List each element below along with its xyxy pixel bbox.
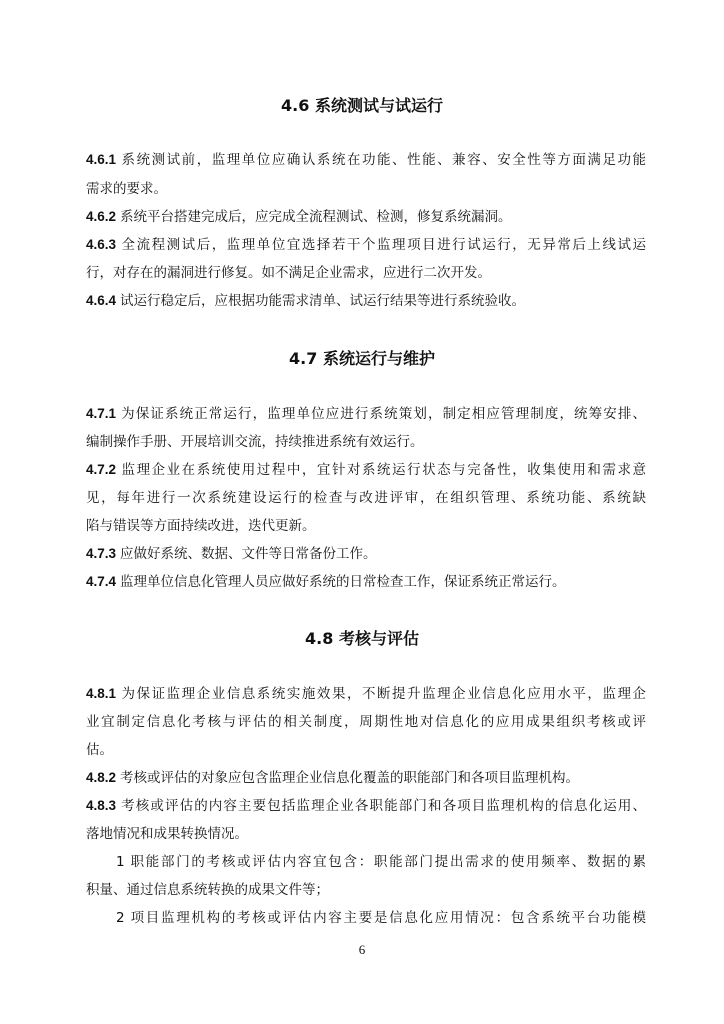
clause-number: 4.6.4 — [86, 293, 117, 308]
clause-4-8-1-line-2: 业宜制定信息化考核与评估的相关制度，周期性地对信息化的应用成果组织考核或评 — [86, 714, 646, 730]
clause-4-8-1-line-3: 估。 — [86, 742, 113, 758]
clause-number: 4.6.2 — [86, 209, 117, 224]
section-heading-4-8: 4.8 考核与评估 — [305, 629, 419, 648]
clause-4-8-1-line-1 — [86, 685, 646, 703]
page-number: 6 — [358, 942, 366, 957]
clause-4-6-3-line-1 — [86, 236, 646, 254]
clause-4-6-1-line-1 — [86, 151, 646, 169]
list-item-1-line-1: 1 职能部门的考核或评估内容宜包含：职能部门提出需求的使用频率、数据的累 — [116, 854, 646, 870]
clause-number: 4.8.3 — [86, 798, 117, 813]
clause-4-7-4-line-1 — [86, 573, 646, 591]
clause-number: 4.6.1 — [86, 152, 117, 167]
clause-text: 全流程测试后，监理单位宜选择若干个监理项目进行试运行，无异常后上线试运 — [120, 237, 646, 253]
clause-text: 试运行稳定后，应根据功能需求清单、试运行结果等进行系统验收。 — [120, 293, 526, 309]
clause-4-7-1-line-2: 编制操作手册、开展培训交流，持续推进系统有效运行。 — [86, 434, 424, 450]
clause-4-7-1-line-1 — [86, 405, 646, 423]
clause-text: 监理单位信息化管理人员应做好系统的日常检查工作，保证系统正常运行。 — [120, 574, 566, 590]
clause-text: 为保证监理企业信息系统实施效果，不断提升监理企业信息化应用水平，监理企 — [120, 686, 646, 702]
clause-text: 考核或评估的对象应包含监理企业信息化覆盖的职能部门和各项目监理机构。 — [120, 770, 580, 786]
clause-number: 4.7.4 — [86, 574, 117, 589]
clause-text: 监理企业在系统使用过程中，宜针对系统运行状态与完备性，收集使用和需求意 — [120, 462, 646, 478]
clause-text: 应做好系统、数据、文件等日常备份工作。 — [120, 546, 377, 562]
clause-text: 为保证系统正常运行，监理单位应进行系统策划，制定相应管理制度，统筹安排、 — [120, 406, 646, 422]
clause-text: 系统测试前，监理单位应确认系统在功能、性能、兼容、安全性等方面满足功能 — [120, 152, 646, 168]
list-item-1-line-2: 积量、通过信息系统转换的成果文件等； — [86, 882, 329, 898]
clause-text: 系统平台搭建完成后，应完成全流程测试、检测，修复系统漏洞。 — [120, 209, 512, 225]
clause-4-6-1-line-2: 需求的要求。 — [86, 181, 167, 197]
section-heading-4-6: 4.6 系统测试与试运行 — [281, 96, 443, 115]
list-item-2-line-1: 2 项目监理机构的考核或评估内容主要是信息化应用情况：包含系统平台功能模 — [116, 910, 646, 926]
clause-text: 考核或评估的内容主要包括监理企业各职能部门和各项目监理机构的信息化运用、 — [120, 798, 646, 814]
clause-number: 4.8.1 — [86, 686, 117, 701]
clause-4-7-2-line-2: 见，每年进行一次系统建设运行的检查与改进评审，在组织管理、系统功能、系统缺 — [86, 490, 646, 506]
clause-4-7-2-line-3: 陷与错误等方面持续改进，迭代更新。 — [86, 518, 316, 534]
clause-4-8-3-line-1 — [86, 797, 646, 815]
clause-4-8-2-line-1 — [86, 769, 646, 787]
section-heading-4-7: 4.7 系统运行与维护 — [289, 349, 435, 368]
clause-number: 4.7.2 — [86, 462, 117, 477]
clause-number: 4.8.2 — [86, 770, 117, 785]
clause-number: 4.7.3 — [86, 546, 117, 561]
clause-4-7-2-line-1 — [86, 461, 646, 479]
clause-4-8-3-line-2: 落地情况和成果转换情况。 — [86, 826, 248, 842]
clause-number: 4.7.1 — [86, 406, 117, 421]
clause-4-7-3-line-1 — [86, 545, 646, 563]
clause-number: 4.6.3 — [86, 237, 117, 252]
clause-4-6-2-line-1 — [86, 208, 646, 226]
clause-4-6-3-line-2: 行，对存在的漏洞进行修复。如不满足企业需求，应进行二次开发。 — [86, 265, 491, 281]
clause-4-6-4-line-1 — [86, 292, 646, 310]
